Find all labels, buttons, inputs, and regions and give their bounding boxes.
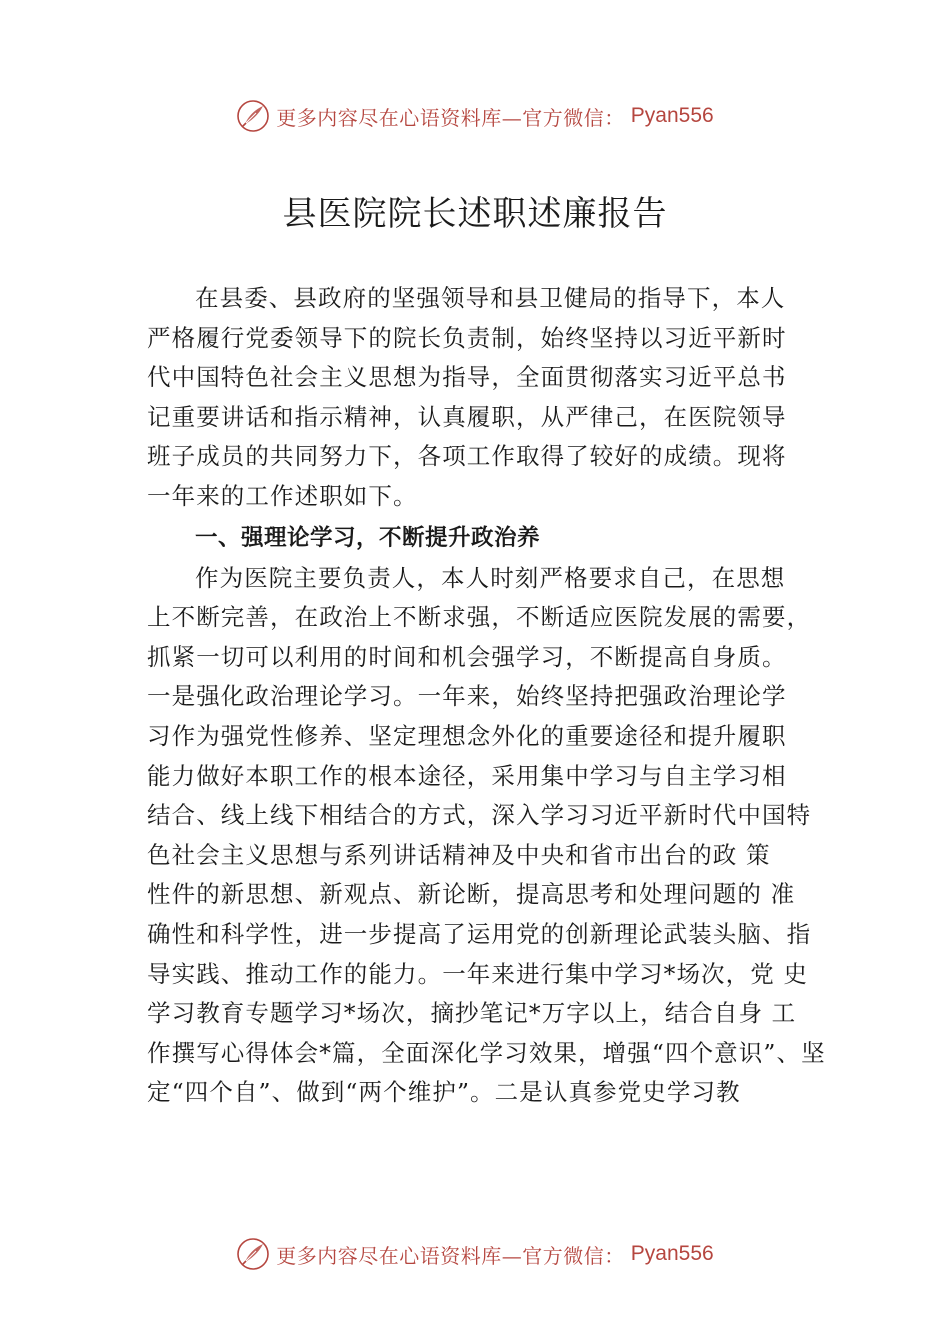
footer-watermark: [0, 1234, 950, 1274]
paragraph-line: 一是强化政治理论学习。一年来，始终坚持把强政治理论学: [147, 682, 787, 711]
watermark-wechat-id: Pyan556: [630, 104, 714, 127]
paragraph-line: 性件的新思想、新观点、新论断，提高思考和处理问题的 准: [147, 880, 796, 909]
paragraph-line: 班子成员的共同努力下，各项工作取得了较好的成绩。现将: [147, 442, 787, 471]
section-heading: 一、强理论学习，不断提升政治养: [195, 524, 541, 551]
paragraph-line: 作为医院主要负责人，本人时刻严格要求自己，在思想: [195, 563, 786, 592]
paragraph-line: 确性和科学性，进一步提高了运用党的创新理论武装头脑、指: [147, 919, 812, 948]
watermark-text: 更多内容尽在心语资料库—官方微信：: [276, 105, 625, 130]
paragraph-line: 抓紧一切可以利用的时间和机会强学习，不断提高自身质。: [147, 642, 787, 671]
paragraph-line: 能力做好本职工作的根本途径，采用集中学习与自主学习相: [147, 761, 787, 790]
paragraph-line: 结合、线上线下相结合的方式，深入学习习近平新时代中国特: [147, 801, 812, 830]
paragraph-line: 习作为强党性修养、坚定理想念外化的重要途径和提升履职: [147, 721, 787, 750]
document-body: [147, 279, 827, 1113]
paragraph-line: 代中国特色社会主义思想为指导，全面贯彻落实习近平总书: [147, 363, 787, 392]
paragraph-line: 色社会主义思想与系列讲话精神及中央和省市出台的政 策: [147, 840, 771, 869]
paragraph-line: 记重要讲话和指示精神，认真履职，从严律己，在医院领导: [147, 402, 787, 431]
document-title: 县医院院长述职述廉报告: [282, 194, 668, 234]
header-watermark: [0, 96, 950, 136]
paragraph-line: 严格履行党委领导下的院长负责制，始终坚持以习近平新时: [147, 323, 787, 352]
feather-pen-logo-icon: [236, 1237, 270, 1271]
watermark-text: 更多内容尽在心语资料库—官方微信：: [276, 1243, 625, 1268]
watermark-wechat-id: Pyan556: [630, 1242, 714, 1265]
paragraph-line: 一年来的工作述职如下。: [147, 481, 418, 510]
paragraph-line: 作撰写心得体会*篇，全面深化学习效果，增强“四个意识”、坚: [147, 1038, 826, 1067]
paragraph-line: 导实践、推动工作的能力。一年来进行集中学习*场次，党 史: [147, 959, 809, 988]
paragraph-line: 学习教育专题学习*场次，摘抄笔记*万字以上，结合自身 工: [147, 999, 797, 1028]
paragraph-line: 上不断完善，在政治上不断求强，不断适应医院发展的需要，: [147, 603, 812, 632]
paragraph-line: 在县委、县政府的坚强领导和县卫健局的指导下，本人: [195, 284, 786, 312]
paragraph-line: 定“四个自”、做到“两个维护”。二是认真参党史学习教: [147, 1078, 741, 1107]
feather-pen-logo-icon: [236, 99, 270, 133]
